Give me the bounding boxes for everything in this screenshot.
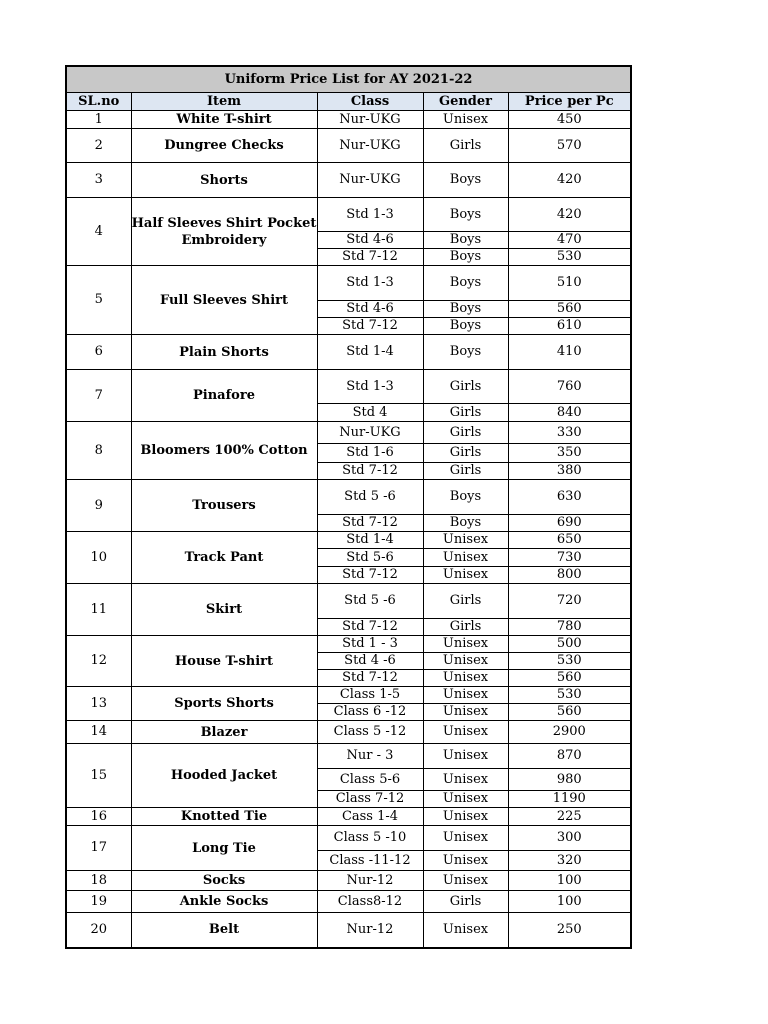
table-row: [66, 163, 631, 198]
cell-slno: 4: [66, 198, 131, 266]
cell-item: Skirt: [131, 584, 317, 636]
cell-class: Std 1-4: [317, 532, 423, 549]
cell-price: 500: [508, 636, 631, 653]
cell-slno: 8: [66, 422, 131, 480]
cell-item: White T-shirt: [131, 111, 317, 129]
table-row: [66, 422, 631, 444]
cell-item: Ankle Socks: [131, 891, 317, 913]
cell-item: Dungree Checks: [131, 129, 317, 163]
cell-slno: 14: [66, 721, 131, 744]
cell-price: 560: [508, 670, 631, 687]
cell-gender: Unisex: [423, 721, 508, 744]
cell-slno: 17: [66, 826, 131, 871]
cell-item: Shorts: [131, 163, 317, 198]
header-price: Price per Pc: [508, 93, 631, 111]
table-row: [66, 687, 631, 704]
cell-gender: Boys: [423, 163, 508, 198]
table-row: [66, 198, 631, 232]
cell-price: 800: [508, 567, 631, 584]
table-row: [66, 636, 631, 653]
cell-class: Nur-UKG: [317, 422, 423, 444]
cell-gender: Girls: [423, 463, 508, 480]
cell-slno: 19: [66, 891, 131, 913]
cell-gender: Girls: [423, 370, 508, 404]
cell-gender: Unisex: [423, 670, 508, 687]
cell-slno: 10: [66, 532, 131, 584]
table-row: [66, 913, 631, 948]
cell-item: Sports Shorts: [131, 687, 317, 721]
cell-item: Belt: [131, 913, 317, 948]
cell-price: 510: [508, 266, 631, 301]
table-row: [66, 871, 631, 891]
cell-class: Std 4: [317, 404, 423, 422]
table-row: [66, 370, 631, 404]
cell-price: 630: [508, 480, 631, 515]
cell-gender: Girls: [423, 584, 508, 619]
cell-price: 100: [508, 891, 631, 913]
cell-class: Std 5 -6: [317, 480, 423, 515]
cell-gender: Boys: [423, 301, 508, 318]
cell-gender: Boys: [423, 515, 508, 532]
cell-item: Knotted Tie: [131, 808, 317, 826]
cell-gender: Boys: [423, 480, 508, 515]
cell-price: 560: [508, 704, 631, 721]
table-title: Uniform Price List for AY 2021-22: [66, 66, 631, 93]
title-row: [66, 66, 631, 93]
cell-class: Std 1-3: [317, 198, 423, 232]
table-row: [66, 826, 631, 851]
header-class: Class: [317, 93, 423, 111]
cell-class: Std 7-12: [317, 463, 423, 480]
cell-slno: 12: [66, 636, 131, 687]
cell-gender: Unisex: [423, 769, 508, 791]
cell-gender: Boys: [423, 318, 508, 335]
cell-class: Class 5 -12: [317, 721, 423, 744]
cell-slno: 7: [66, 370, 131, 422]
cell-class: Std 5 -6: [317, 584, 423, 619]
cell-price: 610: [508, 318, 631, 335]
cell-slno: 5: [66, 266, 131, 335]
cell-class: Std 1-3: [317, 370, 423, 404]
cell-class: Std 1-3: [317, 266, 423, 301]
cell-gender: Unisex: [423, 549, 508, 567]
cell-price: 225: [508, 808, 631, 826]
cell-slno: 1: [66, 111, 131, 129]
cell-gender: Boys: [423, 198, 508, 232]
cell-price: 2900: [508, 721, 631, 744]
cell-item: Blazer: [131, 721, 317, 744]
cell-slno: 20: [66, 913, 131, 948]
cell-class: Std 1-6: [317, 444, 423, 463]
cell-gender: Boys: [423, 249, 508, 266]
cell-slno: 18: [66, 871, 131, 891]
cell-class: Class -11-12: [317, 851, 423, 871]
table-row: [66, 584, 631, 619]
cell-price: 380: [508, 463, 631, 480]
cell-gender: Boys: [423, 232, 508, 249]
table-row: [66, 721, 631, 744]
cell-gender: Unisex: [423, 653, 508, 670]
cell-price: 420: [508, 163, 631, 198]
cell-class: Std 5-6: [317, 549, 423, 567]
cell-class: Cass 1-4: [317, 808, 423, 826]
cell-slno: 15: [66, 744, 131, 808]
cell-class: Std 4-6: [317, 232, 423, 249]
cell-class: Std 4 -6: [317, 653, 423, 670]
table-row: [66, 335, 631, 370]
cell-gender: Unisex: [423, 636, 508, 653]
cell-class: Class 6 -12: [317, 704, 423, 721]
cell-slno: 2: [66, 129, 131, 163]
cell-class: Std 7-12: [317, 318, 423, 335]
cell-gender: Boys: [423, 335, 508, 370]
cell-price: 300: [508, 826, 631, 851]
cell-price: 870: [508, 744, 631, 769]
cell-class: Std 7-12: [317, 249, 423, 266]
cell-item: House T-shirt: [131, 636, 317, 687]
cell-item: Trousers: [131, 480, 317, 532]
cell-gender: Girls: [423, 422, 508, 444]
cell-item: Half Sleeves Shirt Pocket Embroidery: [131, 198, 317, 266]
cell-price: 470: [508, 232, 631, 249]
table-row: [66, 532, 631, 549]
cell-gender: Unisex: [423, 851, 508, 871]
cell-slno: 3: [66, 163, 131, 198]
cell-item: Hooded Jacket: [131, 744, 317, 808]
cell-item: Plain Shorts: [131, 335, 317, 370]
cell-class: Nur-12: [317, 871, 423, 891]
header-gender: Gender: [423, 93, 508, 111]
cell-class: Std 7-12: [317, 567, 423, 584]
cell-class: Std 1-4: [317, 335, 423, 370]
cell-class: Class 7-12: [317, 791, 423, 808]
cell-class: Std 1 - 3: [317, 636, 423, 653]
cell-class: Class8-12: [317, 891, 423, 913]
cell-price: 420: [508, 198, 631, 232]
cell-slno: 16: [66, 808, 131, 826]
uniform-price-table: [65, 65, 632, 949]
cell-gender: Girls: [423, 891, 508, 913]
cell-class: Nur-UKG: [317, 163, 423, 198]
cell-item: Pinafore: [131, 370, 317, 422]
cell-item: Socks: [131, 871, 317, 891]
cell-class: Class 5-6: [317, 769, 423, 791]
cell-gender: Girls: [423, 619, 508, 636]
cell-class: Std 7-12: [317, 515, 423, 532]
cell-slno: 13: [66, 687, 131, 721]
cell-price: 100: [508, 871, 631, 891]
cell-price: 720: [508, 584, 631, 619]
cell-price: 730: [508, 549, 631, 567]
cell-slno: 11: [66, 584, 131, 636]
cell-class: Nur-UKG: [317, 129, 423, 163]
cell-class: Std 7-12: [317, 619, 423, 636]
cell-price: 840: [508, 404, 631, 422]
cell-price: 570: [508, 129, 631, 163]
cell-gender: Boys: [423, 266, 508, 301]
table-row: [66, 129, 631, 163]
cell-slno: 9: [66, 480, 131, 532]
cell-item: Long Tie: [131, 826, 317, 871]
cell-item: Full Sleeves Shirt: [131, 266, 317, 335]
header-slno: SL.no: [66, 93, 131, 111]
cell-price: 760: [508, 370, 631, 404]
cell-gender: Unisex: [423, 808, 508, 826]
table-row: [66, 891, 631, 913]
cell-gender: Girls: [423, 404, 508, 422]
table-row: [66, 266, 631, 301]
cell-price: 530: [508, 249, 631, 266]
header-row: [66, 93, 631, 111]
cell-price: 250: [508, 913, 631, 948]
cell-price: 410: [508, 335, 631, 370]
cell-gender: Unisex: [423, 744, 508, 769]
cell-class: Class 1-5: [317, 687, 423, 704]
table-row: [66, 744, 631, 769]
cell-class: Nur-12: [317, 913, 423, 948]
cell-price: 650: [508, 532, 631, 549]
cell-gender: Unisex: [423, 532, 508, 549]
cell-gender: Unisex: [423, 826, 508, 851]
cell-price: 350: [508, 444, 631, 463]
table-row: [66, 480, 631, 515]
cell-price: 450: [508, 111, 631, 129]
price-list-sheet: [65, 65, 630, 949]
cell-gender: Unisex: [423, 687, 508, 704]
cell-gender: Unisex: [423, 111, 508, 129]
cell-price: 530: [508, 653, 631, 670]
cell-gender: Unisex: [423, 871, 508, 891]
cell-gender: Unisex: [423, 791, 508, 808]
cell-gender: Unisex: [423, 704, 508, 721]
cell-item: Bloomers 100% Cotton: [131, 422, 317, 480]
table-body: [66, 111, 631, 948]
cell-price: 980: [508, 769, 631, 791]
cell-class: Nur - 3: [317, 744, 423, 769]
cell-gender: Girls: [423, 444, 508, 463]
cell-price: 330: [508, 422, 631, 444]
cell-class: Std 7-12: [317, 670, 423, 687]
table-row: [66, 111, 631, 129]
cell-slno: 6: [66, 335, 131, 370]
cell-gender: Unisex: [423, 567, 508, 584]
cell-item: Track Pant: [131, 532, 317, 584]
header-item: Item: [131, 93, 317, 111]
cell-price: 780: [508, 619, 631, 636]
cell-price: 690: [508, 515, 631, 532]
cell-price: 560: [508, 301, 631, 318]
cell-class: Class 5 -10: [317, 826, 423, 851]
cell-class: Std 4-6: [317, 301, 423, 318]
cell-class: Nur-UKG: [317, 111, 423, 129]
cell-price: 530: [508, 687, 631, 704]
table-row: [66, 808, 631, 826]
cell-price: 320: [508, 851, 631, 871]
cell-price: 1190: [508, 791, 631, 808]
cell-gender: Girls: [423, 129, 508, 163]
cell-gender: Unisex: [423, 913, 508, 948]
